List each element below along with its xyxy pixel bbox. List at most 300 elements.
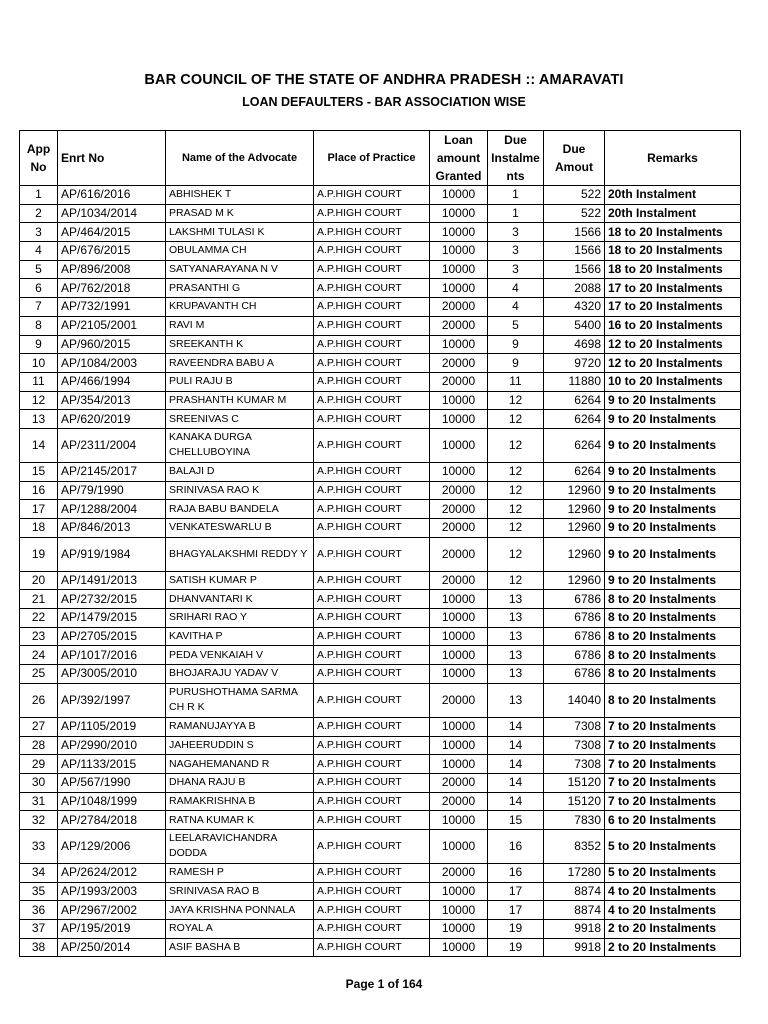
col-header-remarks: Remarks [605,131,741,186]
cell-app-no: 15 [20,462,58,481]
cell-due-amount: 6264 [544,462,605,481]
cell-loan-amount: 10000 [430,428,488,462]
table-row [20,279,741,298]
cell-due-amount: 12960 [544,481,605,500]
cell-enrt-no: AP/1105/2019 [58,717,166,736]
table-row [20,186,741,205]
cell-place-of-practice: A.P.HIGH COURT [314,298,430,317]
cell-enrt-no: AP/2145/2017 [58,462,166,481]
cell-app-no: 27 [20,717,58,736]
cell-enrt-no: AP/2105/2001 [58,316,166,335]
cell-place-of-practice: A.P.HIGH COURT [314,755,430,774]
cell-place-of-practice: A.P.HIGH COURT [314,665,430,684]
cell-due-instalments: 3 [488,260,544,279]
cell-remarks: 12 to 20 Instalments [605,354,741,373]
cell-due-amount: 12960 [544,500,605,519]
cell-advocate-name: SATISH KUMAR P [166,571,314,590]
table-row [20,537,741,571]
col-header-name: Name of the Advocate [166,131,314,186]
cell-remarks: 10 to 20 Instalments [605,372,741,391]
cell-enrt-no: AP/1133/2015 [58,755,166,774]
cell-due-instalments: 13 [488,646,544,665]
cell-advocate-name: KAVITHA P [166,627,314,646]
cell-loan-amount: 10000 [430,627,488,646]
cell-due-instalments: 4 [488,279,544,298]
cell-enrt-no: AP/919/1984 [58,537,166,571]
table-row [20,609,741,628]
table-row [20,646,741,665]
cell-remarks: 9 to 20 Instalments [605,481,741,500]
cell-remarks: 5 to 20 Instalments [605,863,741,882]
cell-due-instalments: 14 [488,736,544,755]
cell-enrt-no: AP/567/1990 [58,773,166,792]
cell-app-no: 23 [20,627,58,646]
cell-advocate-name: ASIF BASHA B [166,938,314,957]
cell-enrt-no: AP/960/2015 [58,335,166,354]
cell-due-amount: 6786 [544,590,605,609]
cell-due-instalments: 12 [488,391,544,410]
table-row [20,462,741,481]
cell-due-instalments: 12 [488,481,544,500]
table-row [20,683,741,717]
table-row [20,316,741,335]
cell-advocate-name: BHOJARAJU YADAV V [166,665,314,684]
cell-advocate-name: BALAJI D [166,462,314,481]
cell-place-of-practice: A.P.HIGH COURT [314,204,430,223]
cell-enrt-no: AP/1034/2014 [58,204,166,223]
cell-due-instalments: 17 [488,901,544,920]
cell-due-instalments: 9 [488,335,544,354]
cell-due-amount: 6264 [544,428,605,462]
cell-due-amount: 12960 [544,571,605,590]
cell-enrt-no: AP/3005/2010 [58,665,166,684]
cell-place-of-practice: A.P.HIGH COURT [314,519,430,538]
cell-place-of-practice: A.P.HIGH COURT [314,260,430,279]
cell-advocate-name: BHAGYALAKSHMI REDDY Y [166,537,314,571]
table-row [20,571,741,590]
table-row [20,627,741,646]
cell-app-no: 18 [20,519,58,538]
cell-place-of-practice: A.P.HIGH COURT [314,627,430,646]
cell-app-no: 33 [20,829,58,863]
cell-enrt-no: AP/732/1991 [58,298,166,317]
cell-remarks: 8 to 20 Instalments [605,609,741,628]
cell-due-instalments: 14 [488,773,544,792]
cell-loan-amount: 20000 [430,537,488,571]
cell-advocate-name: SATYANARAYANA N V [166,260,314,279]
cell-app-no: 26 [20,683,58,717]
cell-app-no: 19 [20,537,58,571]
cell-loan-amount: 10000 [430,646,488,665]
cell-due-amount: 14040 [544,683,605,717]
cell-enrt-no: AP/1479/2015 [58,609,166,628]
cell-enrt-no: AP/129/2006 [58,829,166,863]
table-row [20,519,741,538]
table-row [20,242,741,261]
table-header-row [20,131,741,186]
cell-due-amount: 2088 [544,279,605,298]
cell-loan-amount: 10000 [430,609,488,628]
cell-due-instalments: 12 [488,462,544,481]
cell-due-instalments: 16 [488,863,544,882]
cell-advocate-name: RAMAKRISHNA B [166,792,314,811]
table-row [20,882,741,901]
cell-advocate-name: RAMANUJAYYA B [166,717,314,736]
cell-place-of-practice: A.P.HIGH COURT [314,500,430,519]
cell-app-no: 20 [20,571,58,590]
cell-app-no: 29 [20,755,58,774]
cell-due-instalments: 1 [488,204,544,223]
cell-enrt-no: AP/466/1994 [58,372,166,391]
cell-app-no: 14 [20,428,58,462]
cell-due-amount: 6786 [544,646,605,665]
cell-place-of-practice: A.P.HIGH COURT [314,537,430,571]
cell-enrt-no: AP/2705/2015 [58,627,166,646]
table-row [20,335,741,354]
cell-due-instalments: 3 [488,223,544,242]
cell-due-amount: 6264 [544,391,605,410]
cell-due-amount: 17280 [544,863,605,882]
cell-enrt-no: AP/676/2015 [58,242,166,261]
cell-place-of-practice: A.P.HIGH COURT [314,223,430,242]
cell-due-instalments: 14 [488,792,544,811]
cell-loan-amount: 10000 [430,335,488,354]
table-body [20,186,741,957]
table-row [20,938,741,957]
table-row [20,204,741,223]
col-header-place: Place of Practice [314,131,430,186]
table-row [20,391,741,410]
cell-app-no: 1 [20,186,58,205]
cell-advocate-name: SREENIVAS C [166,410,314,429]
cell-app-no: 35 [20,882,58,901]
cell-enrt-no: AP/2624/2012 [58,863,166,882]
cell-enrt-no: AP/354/2013 [58,391,166,410]
cell-loan-amount: 10000 [430,279,488,298]
cell-due-amount: 1566 [544,223,605,242]
cell-loan-amount: 10000 [430,410,488,429]
cell-due-amount: 1566 [544,260,605,279]
cell-remarks: 16 to 20 Instalments [605,316,741,335]
cell-place-of-practice: A.P.HIGH COURT [314,938,430,957]
cell-enrt-no: AP/2311/2004 [58,428,166,462]
cell-due-instalments: 14 [488,755,544,774]
cell-remarks: 20th Instalment [605,186,741,205]
cell-advocate-name: LEELARAVICHANDRA DODDA [166,829,314,863]
cell-loan-amount: 10000 [430,920,488,939]
cell-due-instalments: 13 [488,590,544,609]
cell-app-no: 30 [20,773,58,792]
cell-due-instalments: 15 [488,811,544,830]
cell-due-instalments: 14 [488,717,544,736]
cell-due-amount: 5400 [544,316,605,335]
cell-enrt-no: AP/1084/2003 [58,354,166,373]
cell-due-amount: 6786 [544,609,605,628]
cell-advocate-name: PEDA VENKAIAH V [166,646,314,665]
cell-remarks: 18 to 20 Instalments [605,260,741,279]
cell-place-of-practice: A.P.HIGH COURT [314,354,430,373]
cell-due-instalments: 12 [488,519,544,538]
cell-loan-amount: 20000 [430,316,488,335]
cell-remarks: 9 to 20 Instalments [605,537,741,571]
table-row [20,717,741,736]
cell-loan-amount: 20000 [430,683,488,717]
cell-enrt-no: AP/1491/2013 [58,571,166,590]
cell-place-of-practice: A.P.HIGH COURT [314,773,430,792]
cell-enrt-no: AP/1288/2004 [58,500,166,519]
cell-advocate-name: RAVI M [166,316,314,335]
cell-advocate-name: DHANVANTARI K [166,590,314,609]
table-row [20,223,741,242]
cell-loan-amount: 10000 [430,665,488,684]
cell-due-instalments: 12 [488,537,544,571]
cell-app-no: 3 [20,223,58,242]
cell-remarks: 18 to 20 Instalments [605,242,741,261]
cell-remarks: 9 to 20 Instalments [605,519,741,538]
cell-due-amount: 9720 [544,354,605,373]
cell-remarks: 9 to 20 Instalments [605,500,741,519]
cell-app-no: 38 [20,938,58,957]
cell-app-no: 8 [20,316,58,335]
cell-loan-amount: 10000 [430,755,488,774]
table-row [20,755,741,774]
cell-app-no: 17 [20,500,58,519]
table-row [20,863,741,882]
cell-advocate-name: PRASAD M K [166,204,314,223]
cell-app-no: 9 [20,335,58,354]
cell-remarks: 9 to 20 Instalments [605,410,741,429]
cell-due-instalments: 11 [488,372,544,391]
cell-enrt-no: AP/250/2014 [58,938,166,957]
cell-enrt-no: AP/616/2016 [58,186,166,205]
cell-remarks: 7 to 20 Instalments [605,792,741,811]
cell-due-instalments: 12 [488,428,544,462]
cell-app-no: 32 [20,811,58,830]
cell-due-amount: 9918 [544,920,605,939]
cell-remarks: 7 to 20 Instalments [605,736,741,755]
cell-place-of-practice: A.P.HIGH COURT [314,829,430,863]
cell-app-no: 36 [20,901,58,920]
cell-advocate-name: PRASHANTH KUMAR M [166,391,314,410]
cell-advocate-name: OBULAMMA CH [166,242,314,261]
cell-loan-amount: 10000 [430,391,488,410]
cell-place-of-practice: A.P.HIGH COURT [314,863,430,882]
cell-app-no: 31 [20,792,58,811]
cell-advocate-name: RAJA BABU BANDELA [166,500,314,519]
cell-advocate-name: DHANA RAJU B [166,773,314,792]
cell-place-of-practice: A.P.HIGH COURT [314,279,430,298]
cell-due-instalments: 13 [488,683,544,717]
col-header-enrt-no: Enrt No [58,131,166,186]
cell-loan-amount: 20000 [430,372,488,391]
table-row [20,500,741,519]
cell-loan-amount: 10000 [430,204,488,223]
cell-place-of-practice: A.P.HIGH COURT [314,683,430,717]
cell-due-amount: 522 [544,204,605,223]
cell-due-amount: 7308 [544,755,605,774]
table-row [20,811,741,830]
cell-due-amount: 8874 [544,901,605,920]
cell-enrt-no: AP/762/2018 [58,279,166,298]
table-row [20,354,741,373]
cell-app-no: 25 [20,665,58,684]
cell-loan-amount: 20000 [430,500,488,519]
cell-place-of-practice: A.P.HIGH COURT [314,717,430,736]
cell-place-of-practice: A.P.HIGH COURT [314,242,430,261]
cell-advocate-name: JAYA KRISHNA PONNALA [166,901,314,920]
cell-loan-amount: 10000 [430,260,488,279]
cell-due-instalments: 19 [488,938,544,957]
cell-due-amount: 7308 [544,736,605,755]
cell-advocate-name: JAHEERUDDIN S [166,736,314,755]
cell-due-amount: 1566 [544,242,605,261]
cell-place-of-practice: A.P.HIGH COURT [314,882,430,901]
cell-loan-amount: 10000 [430,736,488,755]
cell-due-amount: 11880 [544,372,605,391]
cell-remarks: 4 to 20 Instalments [605,882,741,901]
cell-due-instalments: 3 [488,242,544,261]
cell-loan-amount: 10000 [430,882,488,901]
cell-due-amount: 7830 [544,811,605,830]
cell-loan-amount: 10000 [430,717,488,736]
cell-place-of-practice: A.P.HIGH COURT [314,186,430,205]
table-row [20,260,741,279]
cell-remarks: 9 to 20 Instalments [605,462,741,481]
cell-enrt-no: AP/896/2008 [58,260,166,279]
cell-loan-amount: 10000 [430,901,488,920]
cell-loan-amount: 10000 [430,938,488,957]
document-subtitle: LOAN DEFAULTERS - BAR ASSOCIATION WISE [242,95,526,109]
cell-loan-amount: 20000 [430,792,488,811]
cell-loan-amount: 10000 [430,223,488,242]
table-row [20,920,741,939]
cell-enrt-no: AP/464/2015 [58,223,166,242]
cell-loan-amount: 10000 [430,811,488,830]
col-header-due-amount: Due Amout [544,131,605,186]
cell-loan-amount: 10000 [430,590,488,609]
cell-loan-amount: 10000 [430,462,488,481]
cell-enrt-no: AP/1048/1999 [58,792,166,811]
cell-due-amount: 7308 [544,717,605,736]
cell-app-no: 13 [20,410,58,429]
cell-place-of-practice: A.P.HIGH COURT [314,462,430,481]
cell-due-instalments: 12 [488,410,544,429]
cell-place-of-practice: A.P.HIGH COURT [314,335,430,354]
cell-due-amount: 522 [544,186,605,205]
cell-due-instalments: 1 [488,186,544,205]
cell-app-no: 28 [20,736,58,755]
cell-loan-amount: 10000 [430,242,488,261]
cell-enrt-no: AP/195/2019 [58,920,166,939]
cell-enrt-no: AP/79/1990 [58,481,166,500]
table-row [20,901,741,920]
cell-app-no: 37 [20,920,58,939]
table-row [20,481,741,500]
cell-remarks: 4 to 20 Instalments [605,901,741,920]
cell-due-amount: 6786 [544,665,605,684]
cell-due-amount: 15120 [544,773,605,792]
cell-advocate-name: NAGAHEMANAND R [166,755,314,774]
loan-defaulters-table [19,130,741,957]
cell-advocate-name: PULI RAJU B [166,372,314,391]
cell-place-of-practice: A.P.HIGH COURT [314,920,430,939]
cell-due-amount: 15120 [544,792,605,811]
cell-enrt-no: AP/1017/2016 [58,646,166,665]
cell-due-instalments: 12 [488,571,544,590]
cell-enrt-no: AP/846/2013 [58,519,166,538]
cell-enrt-no: AP/2990/2010 [58,736,166,755]
cell-enrt-no: AP/1993/2003 [58,882,166,901]
cell-remarks: 18 to 20 Instalments [605,223,741,242]
cell-due-amount: 8874 [544,882,605,901]
cell-due-instalments: 16 [488,829,544,863]
cell-remarks: 9 to 20 Instalments [605,571,741,590]
cell-advocate-name: KRUPAVANTH CH [166,298,314,317]
cell-advocate-name: LAKSHMI TULASI K [166,223,314,242]
cell-place-of-practice: A.P.HIGH COURT [314,646,430,665]
cell-advocate-name: RAMESH P [166,863,314,882]
cell-remarks: 8 to 20 Instalments [605,590,741,609]
cell-advocate-name: VENKATESWARLU B [166,519,314,538]
cell-remarks: 8 to 20 Instalments [605,646,741,665]
cell-due-instalments: 13 [488,627,544,646]
cell-place-of-practice: A.P.HIGH COURT [314,481,430,500]
cell-due-instalments: 4 [488,298,544,317]
cell-remarks: 6 to 20 Instalments [605,811,741,830]
cell-app-no: 5 [20,260,58,279]
table-row [20,736,741,755]
cell-remarks: 5 to 20 Instalments [605,829,741,863]
cell-advocate-name: RAVEENDRA BABU A [166,354,314,373]
cell-due-amount: 9918 [544,938,605,957]
cell-due-amount: 6786 [544,627,605,646]
cell-app-no: 6 [20,279,58,298]
cell-app-no: 34 [20,863,58,882]
cell-app-no: 10 [20,354,58,373]
cell-enrt-no: AP/2784/2018 [58,811,166,830]
cell-place-of-practice: A.P.HIGH COURT [314,736,430,755]
cell-remarks: 8 to 20 Instalments [605,627,741,646]
cell-loan-amount: 20000 [430,519,488,538]
col-header-due-instalments: Due Instalme nts [488,131,544,186]
cell-loan-amount: 20000 [430,298,488,317]
cell-advocate-name: SREEKANTH K [166,335,314,354]
cell-due-instalments: 5 [488,316,544,335]
cell-loan-amount: 20000 [430,773,488,792]
cell-place-of-practice: A.P.HIGH COURT [314,792,430,811]
cell-place-of-practice: A.P.HIGH COURT [314,410,430,429]
cell-due-amount: 12960 [544,537,605,571]
cell-remarks: 9 to 20 Instalments [605,428,741,462]
cell-advocate-name: PURUSHOTHAMA SARMA CH R K [166,683,314,717]
table-row [20,372,741,391]
table-row [20,792,741,811]
cell-advocate-name: ROYAL A [166,920,314,939]
cell-enrt-no: AP/2967/2002 [58,901,166,920]
cell-remarks: 2 to 20 Instalments [605,938,741,957]
cell-enrt-no: AP/392/1997 [58,683,166,717]
col-header-app-no: App No [20,131,58,186]
cell-place-of-practice: A.P.HIGH COURT [314,316,430,335]
page-number: Page 1 of 164 [345,977,423,991]
cell-enrt-no: AP/2732/2015 [58,590,166,609]
cell-advocate-name: SRIHARI RAO Y [166,609,314,628]
cell-app-no: 2 [20,204,58,223]
cell-app-no: 7 [20,298,58,317]
cell-due-instalments: 13 [488,609,544,628]
cell-due-amount: 6264 [544,410,605,429]
cell-due-amount: 8352 [544,829,605,863]
